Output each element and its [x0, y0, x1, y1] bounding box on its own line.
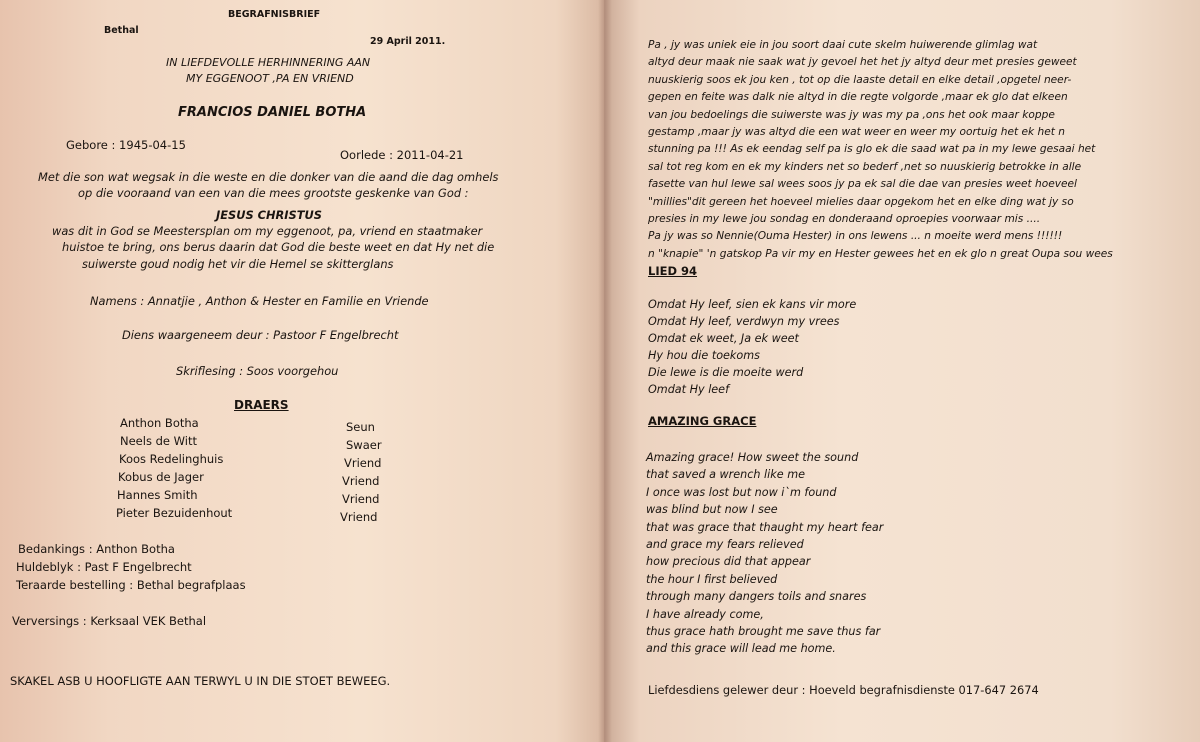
tribute-line: Pa jy was so Nennie(Ouma Hester) in ons lewens ... n moeite werd mens !!!!!! — [648, 230, 1063, 243]
bearer-relation: Seun — [346, 420, 375, 434]
bearer-relation: Swaer — [346, 438, 382, 452]
death-date: Oorlede : 2011-04-21 — [340, 148, 464, 162]
bearer-relation: Vriend — [342, 492, 380, 506]
bearer-name: Anthon Botha — [120, 416, 199, 430]
lyric-line: and this grace will lead me home. — [646, 642, 836, 656]
bearer-name: Hannes Smith — [117, 488, 198, 502]
lyric-line: that saved a wrench like me — [646, 468, 805, 482]
amazing-grace-heading: AMAZING GRACE — [648, 414, 757, 428]
intro-line-4: huistoe te bring, ons berus daarin dat God die beste weet en dat Hy net die — [62, 240, 495, 254]
lyric-line: that was grace that thaught my heart fear — [646, 520, 884, 534]
document-title: BEGRAFNISBRIEF — [228, 9, 321, 20]
lyric-line: the hour I first believed — [646, 572, 778, 586]
birth-date: Gebore : 1945-04-15 — [66, 138, 186, 152]
lyric-line: Omdat Hy leef — [648, 383, 730, 396]
dedication-line-2: MY EGGENOOT ,PA EN VRIEND — [186, 72, 354, 85]
on-behalf-of: Namens : Annatjie , Anthon & Hester en Familie en Vriende — [90, 294, 429, 308]
scripture-reading: Skriflesing : Soos voorgehou — [176, 364, 339, 378]
lyric-line: Omdat ek weet, Ja ek weet — [648, 332, 799, 345]
burial-line: Teraarde bestelling : Bethal begrafplaas — [16, 578, 246, 592]
intro-line-2: op die vooraand van een van die mees grootste geskenke van God : — [78, 186, 469, 200]
lyric-line: I once was lost but now i`m found — [646, 485, 837, 499]
date-label: 29 April 2011. — [370, 36, 446, 47]
lyric-line: Die lewe is die moeite werd — [648, 366, 804, 379]
thanks-line: Bedankings : Anthon Botha — [18, 542, 175, 556]
lyric-line: was blind but now I see — [646, 503, 778, 517]
lyric-line: how precious did that appear — [646, 555, 811, 569]
tribute-line: n "knapie" 'n gatskop Pa vir my en Hester gewees het en ek glo n great Oupa sou wees — [648, 247, 1113, 260]
tribute-line: presies in my lewe jou sondag en donderaand oproepies voorwaar mis .... — [648, 213, 1041, 226]
service-by: Diens waargeneem deur : Pastoor F Engelbrecht — [122, 328, 399, 342]
tribute-line: van jou bedoelings die suiwerste was jy was my pa ,ons het ook maar koppe — [648, 108, 1055, 121]
tribute-line: Huldeblyk : Past F Engelbrecht — [16, 560, 192, 574]
intro-line-3: was dit in God se Meestersplan om my eggenoot, pa, vriend en staatmaker — [52, 224, 483, 238]
lyric-line: Omdat Hy leef, verdwyn my vrees — [648, 315, 840, 328]
tribute-line: gestamp ,maar jy was altyd die een wat weer en weer my oortuig het ek het n — [648, 126, 1065, 139]
amazing-grace-lyrics — [646, 449, 883, 658]
town-label: Bethal — [104, 25, 139, 36]
tribute-line: fasette van hul lewe sal wees soos jy pa ek sal die dae van presies weet hoeveel — [648, 178, 1077, 191]
hymn-94-lyrics — [648, 296, 856, 398]
bearer-relation: Vriend — [344, 456, 382, 470]
tribute-line: stunning pa !!! As ek eendag self pa is glo ek die saad wat pa in my lewe gesaai het — [648, 143, 1096, 156]
bearer-name: Pieter Bezuidenhout — [116, 506, 233, 520]
bearer-name: Neels de Witt — [120, 434, 197, 448]
lyric-line: I have already come, — [646, 607, 764, 621]
right-page — [604, 0, 1200, 742]
bearer-relation: Vriend — [340, 510, 378, 524]
dedication-line-1: IN LIEFDEVOLLE HERHINNERING AAN — [166, 56, 371, 69]
refreshments-line: Verversings : Kerksaal VEK Bethal — [12, 614, 207, 628]
tribute-paragraph — [648, 37, 1113, 263]
bearer-name: Kobus de Jager — [118, 470, 204, 484]
tribute-line: Pa , jy was uniek eie in jou soort daai cute skelm huiwerende glimlag wat — [648, 39, 1038, 51]
jesus-christus: JESUS CHRISTUS — [216, 208, 322, 222]
lyric-line: thus grace hath brought me save thus far — [646, 625, 881, 639]
bearer-name: Koos Redelinghuis — [119, 452, 224, 466]
bearer-relation: Vriend — [342, 474, 380, 488]
hymn-94-heading: LIED 94 — [648, 264, 698, 278]
lyric-line: Omdat Hy leef, sien ek kans vir more — [648, 298, 857, 311]
tribute-line: altyd deur maak nie saak wat jy gevoel het het jy altyd deur met presies geweet — [648, 56, 1077, 69]
lyric-line: and grace my fears relieved — [646, 538, 804, 552]
funeral-service-footer: Liefdesdiens gelewer deur : Hoeveld begrafnisdienste 017-647 2674 — [648, 683, 1039, 697]
tribute-line: sal tot reg kom en ek my kinders net so bederf ,net so nuuskierig betrokke in alle — [648, 160, 1082, 173]
tribute-line: nuuskierig soos ek jou ken , tot op die laaste detail en elke detail ,opgetel neer- — [648, 73, 1072, 86]
headlights-notice: SKAKEL ASB U HOOFLIGTE AAN TERWYL U IN DIE STOET BEWEEG. — [10, 674, 391, 688]
lyric-line: Hy hou die toekoms — [648, 349, 760, 362]
lyric-line: through many dangers toils and snares — [646, 590, 867, 604]
intro-line-1: Met die son wat wegsak in die weste en die donker van die aand die dag omhels — [38, 170, 499, 184]
book-gutter — [598, 0, 612, 742]
tribute-line: gepen en feite was dalk nie altyd in die regte volgorde ,maar ek glo dat elkeen — [648, 91, 1068, 104]
bearers-heading: DRAERS — [234, 398, 289, 412]
intro-line-5: suiwerste goud nodig het vir die Hemel se skitterglans — [82, 257, 394, 271]
deceased-name: FRANCIOS DANIEL BOTHA — [178, 105, 367, 120]
tribute-line: "millies"dit gereen het hoeveel mielies daar opgekom het en elke ding wat jy so — [648, 195, 1074, 208]
lyric-line: Amazing grace! How sweet the sound — [646, 451, 859, 464]
